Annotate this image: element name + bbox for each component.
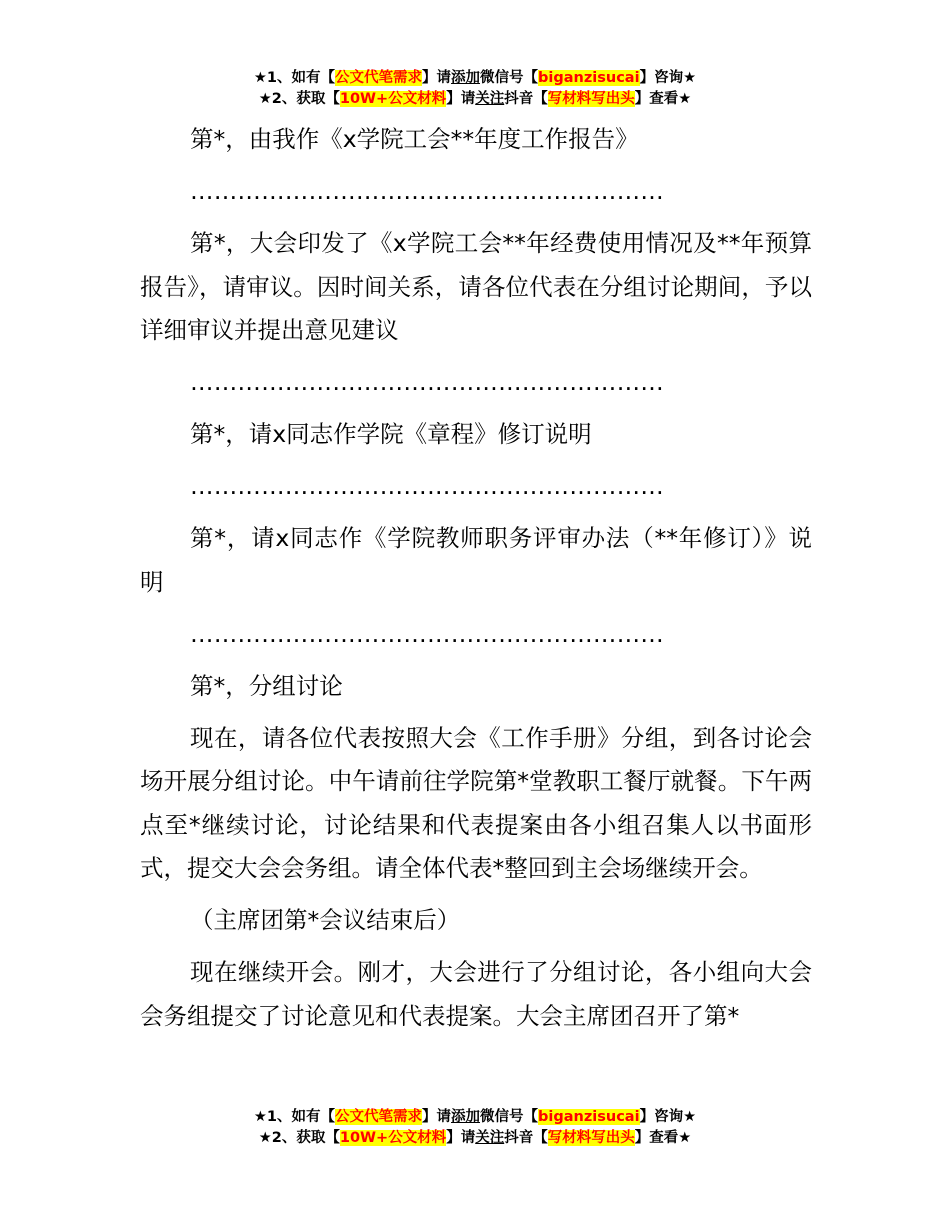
header-banner <box>0 68 950 110</box>
paragraph: 第*，由我作《x学院工会**年度工作报告》 <box>190 125 639 153</box>
ellipsis-line: …………………………………………………… <box>190 619 664 648</box>
footer-banner <box>0 1107 950 1149</box>
paragraph: 现在，请各位代表按照大会《工作手册》分组，到各讨论会场开展分组讨论。中午请前往学院第*堂教职工餐厅就餐。下午两点至*继续讨论，讨论结果和代表提案由各小组召集人以书面形式，提交大会会务组。请全体代表*整回到主会场继续开会。 <box>140 723 812 882</box>
banner-highlight: 写材料写出头 <box>547 1130 635 1146</box>
ellipsis-line: …………………………………………………… <box>190 177 664 205</box>
banner-highlight: biganzisucai <box>538 1109 640 1125</box>
paragraph: 第*，请x同志作学院《章程》修订说明 <box>190 420 592 448</box>
paragraph: 第*，分组讨论 <box>190 671 343 700</box>
banner-highlight: 10W+公文材料 <box>339 91 447 107</box>
paragraph: 第*，请x同志作《学院教师职务评审办法（**年修订）》说明 <box>140 524 812 596</box>
paragraph: （主席团第*会议结束后） <box>190 906 461 934</box>
banner-line-2: ★2、获取【10W+公文材料】请关注抖音【写材料写出头】查看★ <box>258 91 692 107</box>
banner-line-2: ★2、获取【10W+公文材料】请关注抖音【写材料写出头】查看★ <box>258 1130 692 1146</box>
banner-highlight: biganzisucai <box>538 70 640 86</box>
paragraph: 现在继续开会。刚才，大会进行了分组讨论，各小组向大会会务组提交了讨论意见和代表提案。大会主席团召开了第* <box>140 958 812 1030</box>
banner-line-1: ★1、如有【公文代笔需求】请添加微信号【biganzisucai】咨询★ <box>253 1109 697 1125</box>
banner-highlight: 公文代笔需求 <box>335 70 423 86</box>
banner-line-1: ★1、如有【公文代笔需求】请添加微信号【biganzisucai】咨询★ <box>253 70 697 86</box>
paragraph: 第*，大会印发了《x学院工会**年经费使用情况及**年预算报告》，请审议。因时间关系，请各位代表在分组讨论期间，予以详细审议并提出意见建议 <box>140 229 812 344</box>
banner-highlight: 写材料写出头 <box>547 91 635 107</box>
banner-highlight: 公文代笔需求 <box>335 1109 423 1125</box>
document-body <box>140 118 812 1047</box>
banner-highlight: 10W+公文材料 <box>339 1130 447 1146</box>
ellipsis-line: …………………………………………………… <box>190 472 664 500</box>
ellipsis-line: …………………………………………………… <box>190 368 664 396</box>
